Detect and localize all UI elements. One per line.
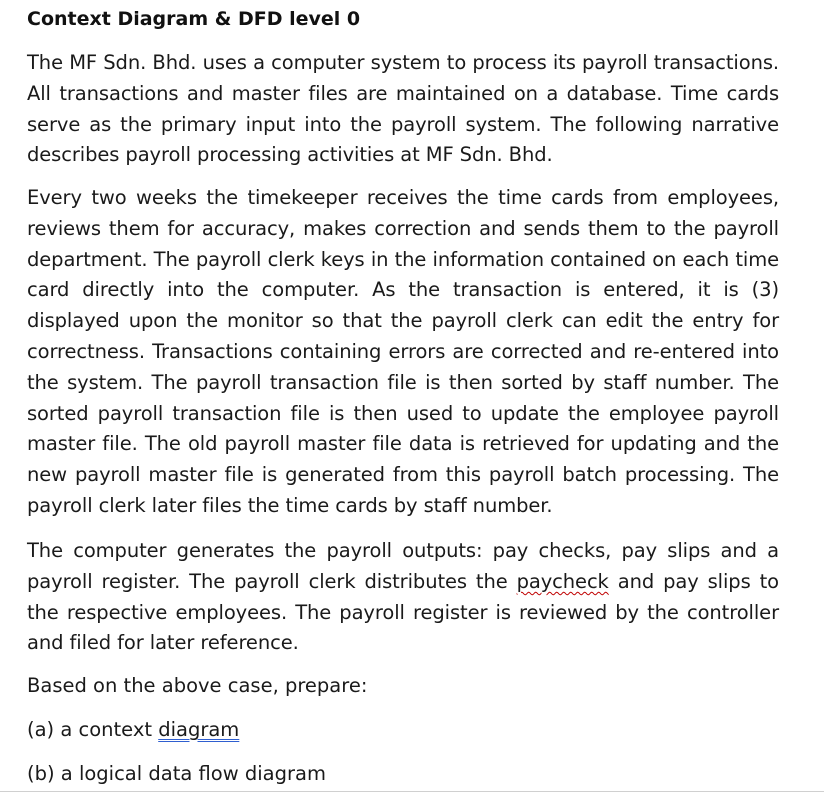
paragraph-process: Every two weeks the timekeeper receives the time cards from employees, reviews them for accuracy, makes correction and sends them to the payroll department. The payroll clerk keys in the information contained on each time card directly into the computer. As the transaction is entered, it is (3) displayed upon the monitor so that the payroll clerk can edit the entry for correctness. Transactions containing errors are corrected and re-entered into the system. The payroll transaction file is then sorted by staff number. The sorted payroll transaction file is then used to update the employee payroll master file. The old payroll master file data is retrieved for updating and the new payroll master file is generated from this payroll batch processing. The payroll clerk later files the time cards by staff number. [27, 186, 779, 517]
paragraph-intro: The MF Sdn. Bhd. uses a computer system to process its payroll transactions. All transactions and master files are maintained on a database. Time cards serve as the primary input into the payroll system. The following narrative describes payroll processing activities at MF Sdn. Bhd. [27, 51, 779, 167]
task-item-b: (b) a logical data flow diagram [27, 762, 326, 785]
task-prompt: Based on the above case, prepare: [27, 674, 368, 697]
task-item-a [27, 715, 239, 745]
document-heading: Context Diagram & DFD level 0 [27, 8, 361, 30]
spelling-flagged-word[interactable]: paycheck [516, 569, 609, 593]
task-item-a-text: (a) a context [27, 718, 159, 741]
paragraph-outputs-text-end: and pay slips to the respective employees. The payroll register is reviewed by the controller and filed for later reference. [27, 569, 779, 655]
grammar-flagged-word[interactable]: diagram [158, 718, 240, 741]
page-bottom-divider [0, 791, 824, 792]
paragraph-outputs [27, 536, 779, 659]
paragraph-outputs-text-start: The computer generates the payroll outputs: pay checks, pay slips and a payroll register. The payroll clerk distributes the [27, 539, 779, 593]
